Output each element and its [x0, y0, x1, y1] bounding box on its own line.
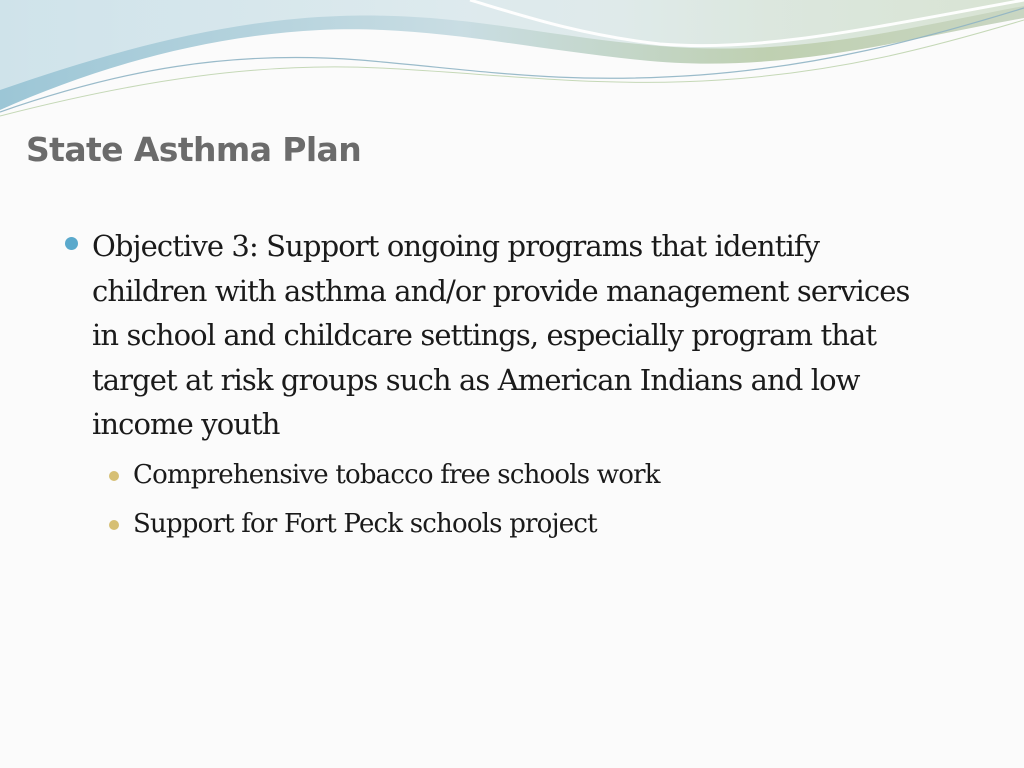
bullet-dot-icon	[65, 237, 78, 250]
slide-title: State Asthma Plan	[26, 130, 362, 169]
sub-bullet-dot-icon	[109, 520, 119, 530]
header-wave-decoration	[0, 0, 1024, 130]
bullet-text: Objective 3: Support ongoing programs that identify children with asthma and/or provide management services in school and childcare settings, especially program that target at risk groups such as American Indians and low income youth	[92, 229, 910, 441]
sub-bullet-item	[133, 502, 953, 547]
sub-bullet-list	[0, 453, 1024, 547]
bullet-item-objective-3	[92, 224, 932, 447]
sub-bullet-text: Support for Fort Peck schools project	[133, 508, 597, 539]
sub-bullet-text: Comprehensive tobacco free schools work	[133, 459, 660, 490]
sub-bullet-dot-icon	[109, 471, 119, 481]
bullet-list	[0, 224, 1024, 551]
sub-bullet-item	[133, 453, 953, 498]
